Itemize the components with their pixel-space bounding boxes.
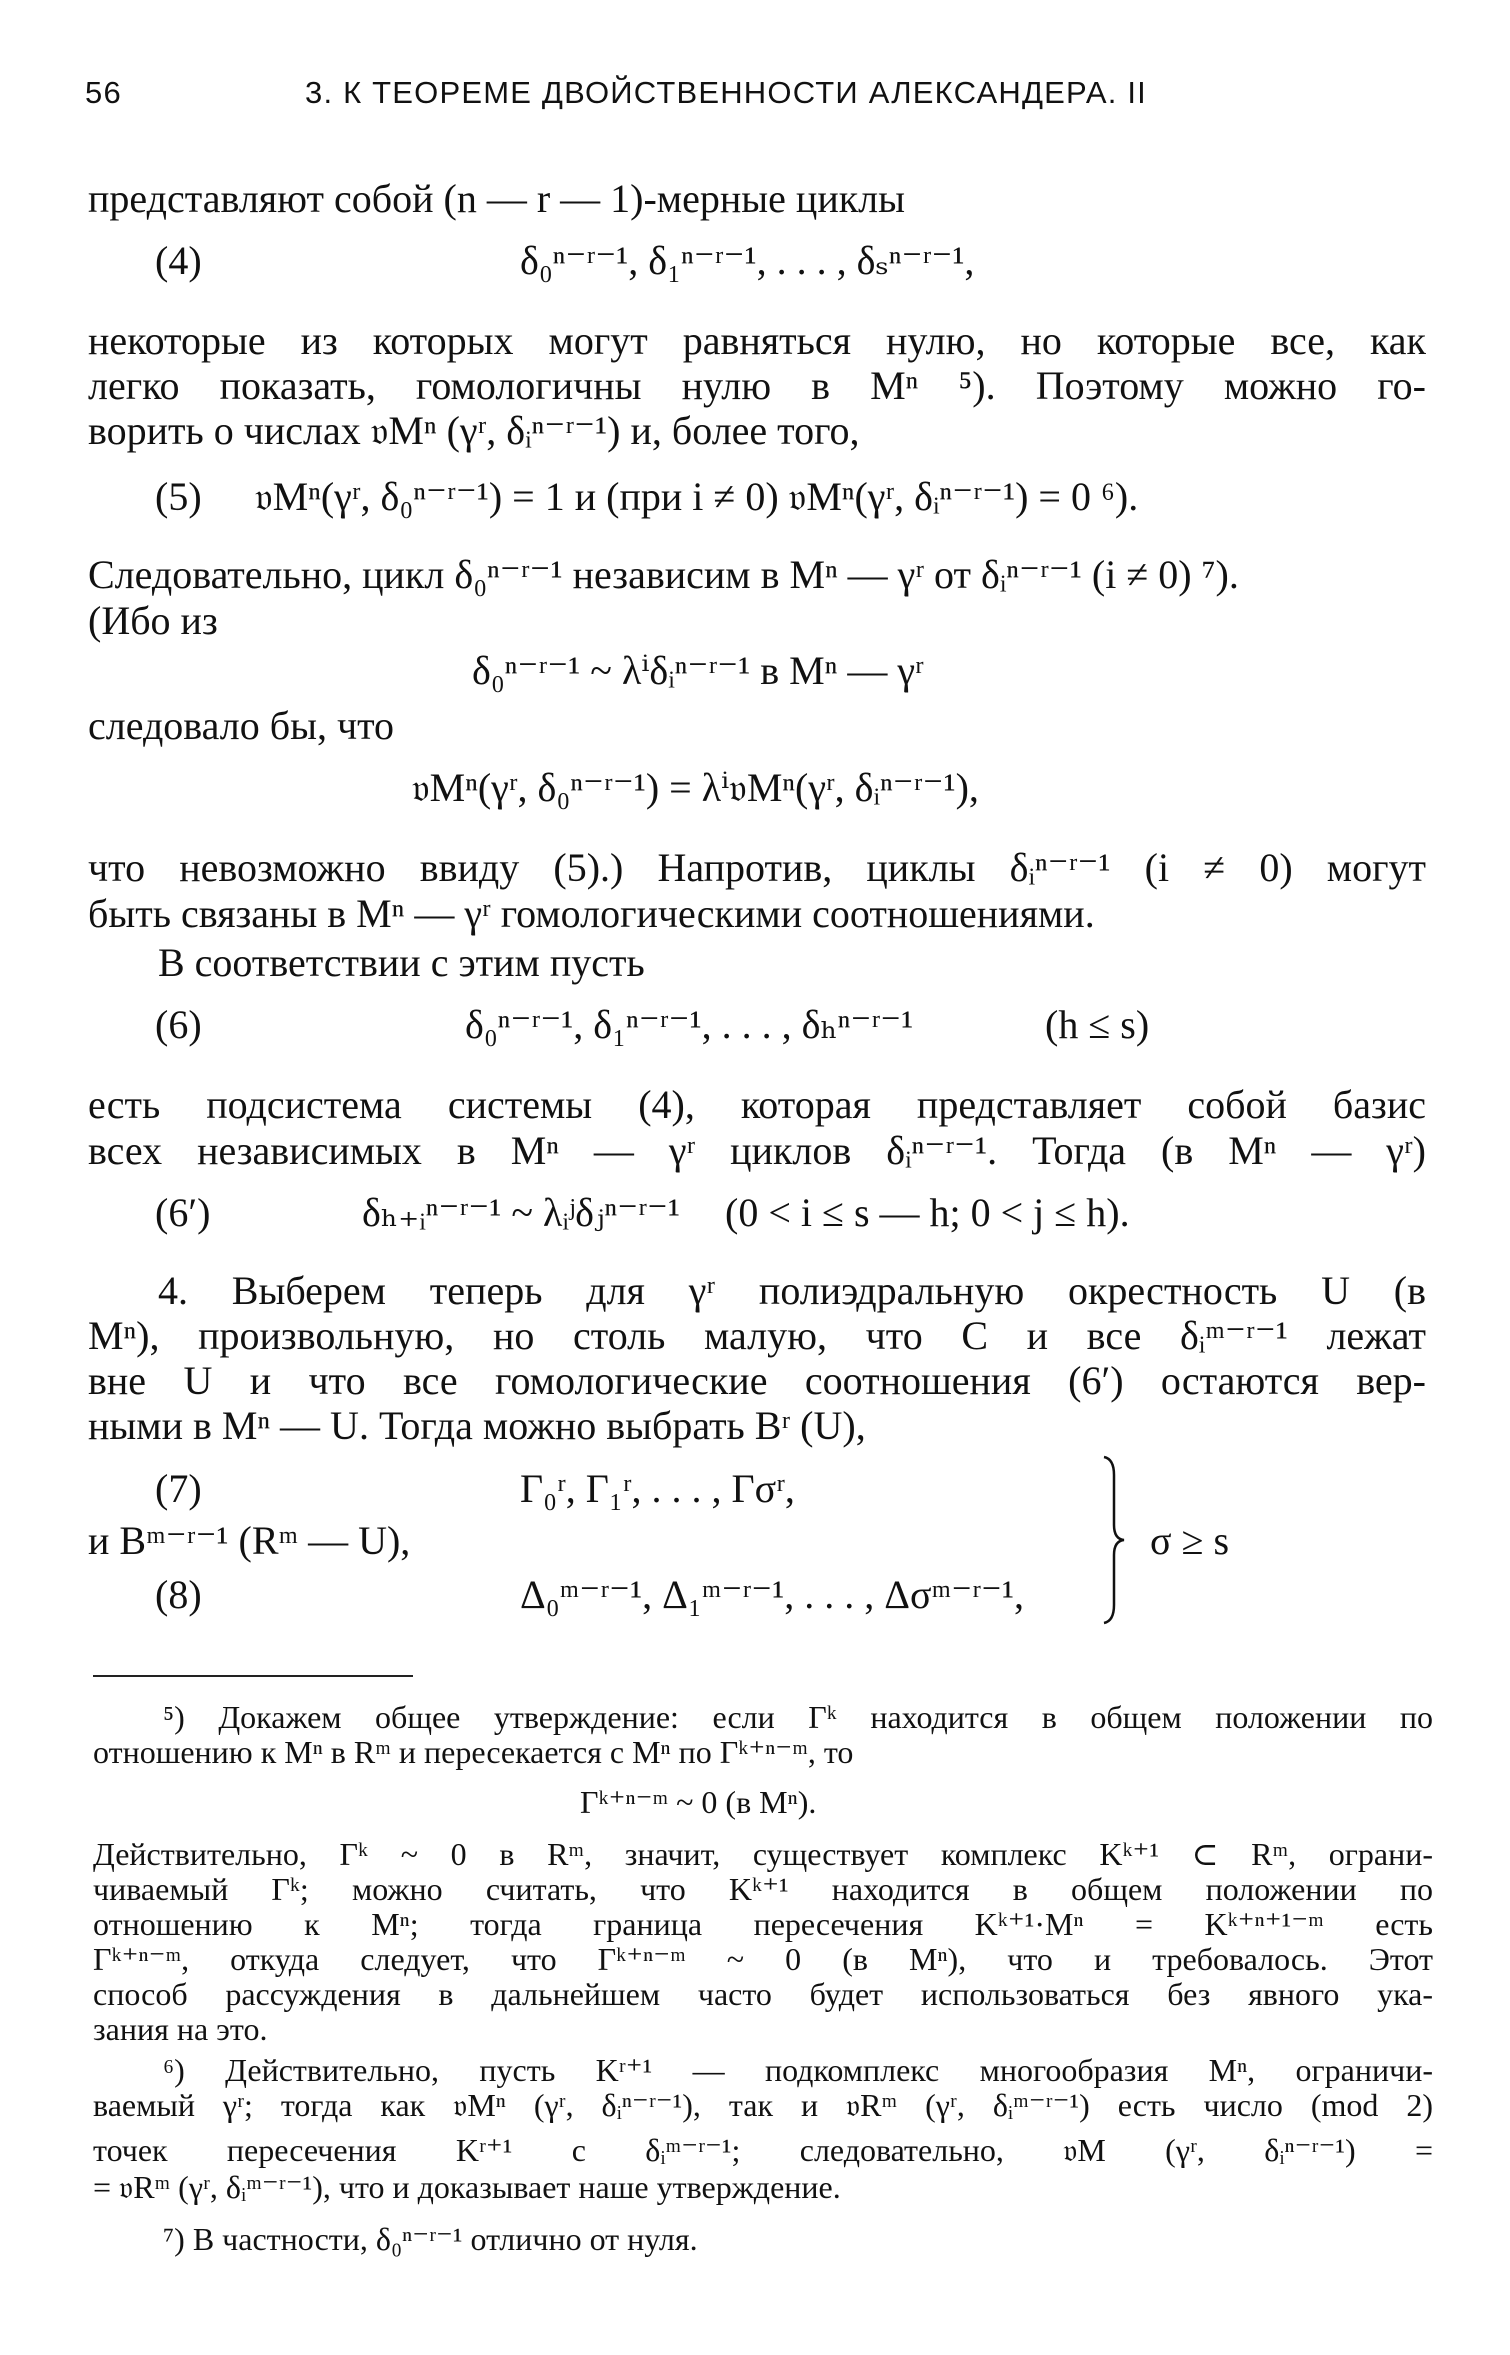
page-number: 56 xyxy=(85,75,122,110)
equation-condition: (0 < i ≤ s — h; 0 < j ≤ h). xyxy=(725,1190,1130,1235)
body-line: вне U и что все гомологические соотношения (6′) остаются вер- xyxy=(88,1358,1426,1403)
footnote-line: зания на это. xyxy=(93,2011,268,2047)
footnote-line: точек пересечения Kʳ⁺¹ с δᵢᵐ⁻ʳ⁻¹; следовательно, 𝔳M (γʳ, δᵢⁿ⁻ʳ⁻¹) = xyxy=(93,2132,1433,2168)
equation-tag: (6) xyxy=(155,1002,202,1047)
equation: δₕ₊ᵢⁿ⁻ʳ⁻¹ ~ λᵢʲδⱼⁿ⁻ʳ⁻¹ xyxy=(362,1190,681,1235)
footnote-line: способ рассуждения в дальнейшем часто будет использоваться без явного ука- xyxy=(93,1976,1433,2012)
footnote-line: = 𝔳Rᵐ (γʳ, δᵢᵐ⁻ʳ⁻¹), что и доказывает наше утверждение. xyxy=(93,2169,841,2205)
brace-condition: σ ≥ s xyxy=(1150,1518,1230,1563)
footnote-line: ⁵) Докажем общее утверждение: если Γᵏ находится в общем положении по xyxy=(163,1699,1433,1735)
body-line: В соответствии с этим пусть xyxy=(158,940,645,985)
body-line: (Ибо из xyxy=(88,598,218,643)
running-title: 3. К ТЕОРЕМЕ ДВОЙСТВЕННОСТИ АЛЕКСАНДЕРА. II xyxy=(305,75,1147,110)
body-line: представляют собой (n — r — 1)-мерные циклы xyxy=(88,176,905,221)
footnote-line: ваемый γʳ; тогда как 𝔳Mⁿ (γʳ, δᵢⁿ⁻ʳ⁻¹), так и 𝔳Rᵐ (γʳ, δᵢᵐ⁻ʳ⁻¹) есть число (mod 2) xyxy=(93,2087,1433,2123)
body-line: всех независимых в Mⁿ — γʳ циклов δᵢⁿ⁻ʳ⁻¹. Тогда (в Mⁿ — γʳ) xyxy=(88,1128,1426,1173)
body-line: ворить о числах 𝔳Mⁿ (γʳ, δᵢⁿ⁻ʳ⁻¹) и, более того, xyxy=(88,408,860,453)
body-line: ными в Mⁿ — U. Тогда можно выбрать Bʳ (U), xyxy=(88,1403,866,1448)
equation-tag: (5) xyxy=(155,474,202,519)
equation-tag: (4) xyxy=(155,238,202,283)
equation: δ₀ⁿ⁻ʳ⁻¹, δ₁ⁿ⁻ʳ⁻¹, . . . , δₕⁿ⁻ʳ⁻¹ xyxy=(465,1002,914,1047)
footnote-line: чиваемый Γᵏ; можно считать, что Kᵏ⁺¹ находится в общем положении по xyxy=(93,1871,1433,1907)
equation-tag: (8) xyxy=(155,1572,202,1617)
body-line: быть связаны в Mⁿ — γʳ гомологическими соотношениями. xyxy=(88,891,1095,936)
body-line: легко показать, гомологичны нулю в Mⁿ ⁵). Поэтому можно го- xyxy=(88,363,1426,408)
body-line: и Bᵐ⁻ʳ⁻¹ (Rᵐ — U), xyxy=(88,1518,411,1563)
footnote-line: отношению к Mⁿ в Rᵐ и пересекается с Mⁿ по Γᵏ⁺ⁿ⁻ᵐ, то xyxy=(93,1734,854,1770)
equation-condition: (h ≤ s) xyxy=(1045,1002,1150,1047)
footnote-line: Действительно, Γᵏ ~ 0 в Rᵐ, значит, существует комплекс Kᵏ⁺¹ ⊂ Rᵐ, ограни- xyxy=(93,1836,1434,1872)
body-line: Mⁿ), произвольную, но столь малую, что C и все δᵢᵐ⁻ʳ⁻¹ лежат xyxy=(88,1313,1426,1358)
footnote-line: ⁶) Действительно, пусть Kʳ⁺¹ — подкомплекс многообразия Mⁿ, ограничи- xyxy=(163,2052,1433,2088)
equation: δ₀ⁿ⁻ʳ⁻¹, δ₁ⁿ⁻ʳ⁻¹, . . . , δₛⁿ⁻ʳ⁻¹, xyxy=(520,238,975,283)
body-line: есть подсистема системы (4), которая представляет собой базис xyxy=(88,1082,1426,1127)
body-line: Следовательно, цикл δ₀ⁿ⁻ʳ⁻¹ независим в Mⁿ — γʳ от δᵢⁿ⁻ʳ⁻¹ (i ≠ 0) ⁷). xyxy=(88,552,1239,597)
equation: 𝔳Mⁿ(γʳ, δ₀ⁿ⁻ʳ⁻¹) = 1 и (при i ≠ 0) 𝔳Mⁿ(γʳ, δᵢⁿ⁻ʳ⁻¹) = 0 ⁶). xyxy=(255,474,1139,519)
body-line: некоторые из которых могут равняться нулю, но которые все, как xyxy=(88,318,1426,363)
footnote-rule xyxy=(93,1675,413,1677)
running-header xyxy=(85,75,1430,125)
right-brace xyxy=(1100,1455,1128,1625)
equation: Δ₀ᵐ⁻ʳ⁻¹, Δ₁ᵐ⁻ʳ⁻¹, . . . , Δσᵐ⁻ʳ⁻¹, xyxy=(520,1572,1025,1617)
body-line: следовало бы, что xyxy=(88,703,395,748)
body-line: что невозможно ввиду (5).) Напротив, циклы δᵢⁿ⁻ʳ⁻¹ (i ≠ 0) могут xyxy=(88,845,1426,890)
equation: 𝔳Mⁿ(γʳ, δ₀ⁿ⁻ʳ⁻¹) = λⁱ𝔳Mⁿ(γʳ, δᵢⁿ⁻ʳ⁻¹), xyxy=(412,765,979,810)
footnote-line: Γᵏ⁺ⁿ⁻ᵐ, откуда следует, что Γᵏ⁺ⁿ⁻ᵐ ~ 0 (в Mⁿ), что и требовалось. Этот xyxy=(93,1941,1433,1977)
equation-tag: (7) xyxy=(155,1466,202,1511)
footnote-formula: Γᵏ⁺ⁿ⁻ᵐ ~ 0 (в Mⁿ). xyxy=(580,1784,817,1820)
body-line: 4. Выберем теперь для γʳ полиэдральную окрестность U (в xyxy=(158,1268,1426,1313)
equation-tag: (6′) xyxy=(155,1190,211,1235)
footnote-line: ⁷) В частности, δ₀ⁿ⁻ʳ⁻¹ отлично от нуля. xyxy=(163,2221,698,2257)
equation: Γ₀ʳ, Γ₁ʳ, . . . , Γσʳ, xyxy=(520,1466,795,1511)
footnote-line: отношению к Mⁿ; тогда граница пересечения Kᵏ⁺¹·Mⁿ = Kᵏ⁺ⁿ⁺¹⁻ᵐ есть xyxy=(93,1906,1433,1942)
equation: δ₀ⁿ⁻ʳ⁻¹ ~ λⁱδᵢⁿ⁻ʳ⁻¹ в Mⁿ — γʳ xyxy=(472,648,924,693)
